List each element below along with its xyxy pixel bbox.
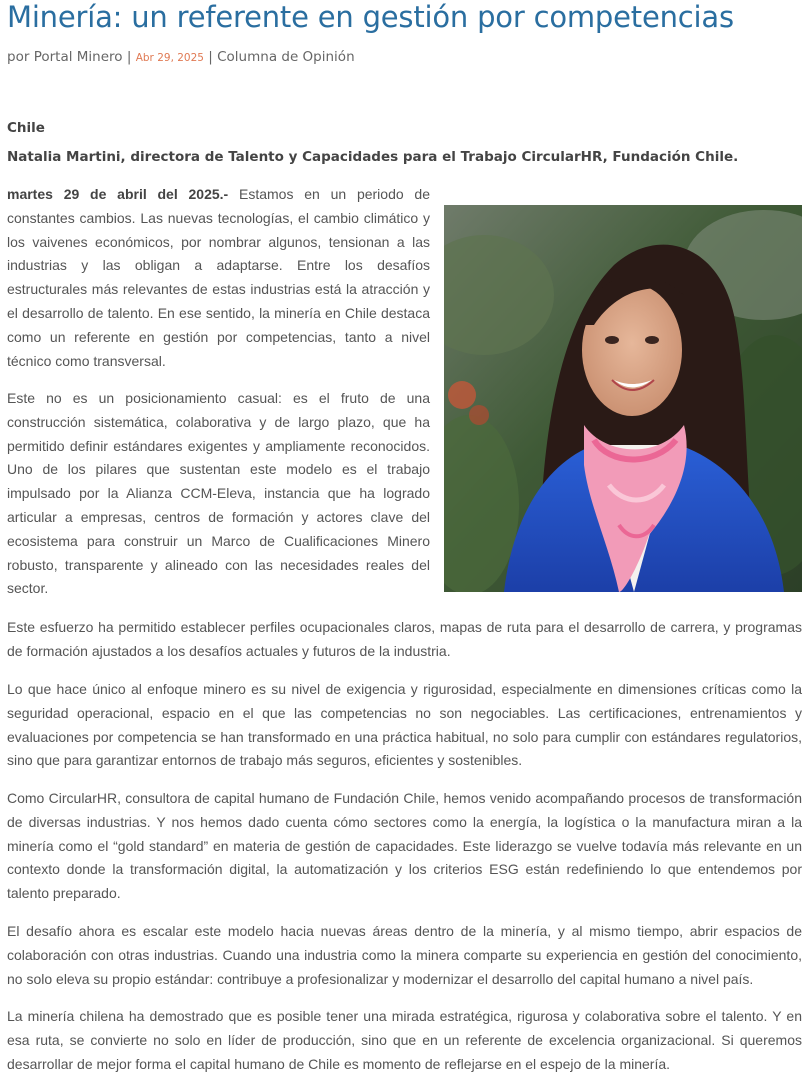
- paragraph-4: Lo que hace único al enfoque minero es su nivel de exigencia y rigurosidad, especialmente en dimensiones críticas como la seguridad operacional, espacio en el que las competencias no son negociables. Las certificaciones, entrenamientos y evaluaciones por competencia se han transformado en una práctica habitual, no solo para cumplir con estándares regulatorios, sino que para garantizar entornos de trabajo más seguros, eficientes y sostenibles.: [7, 681, 802, 769]
- paragraph-3: Este esfuerzo ha permitido establecer perfiles ocupacionales claros, mapas de ruta para el desarrollo de carrera, y programas de formación ajustados a los desafíos actuales y futuros de la industria.: [7, 619, 802, 659]
- author-line: Natalia Martini, directora de Talento y Capacidades para el Trabajo CircularHR, Fundación Chile.: [7, 149, 739, 165]
- meta-separator: |: [126, 49, 132, 65]
- article-title: Minería: un referente en gestión por competencias: [7, 0, 734, 34]
- paragraph-6: El desafío ahora es escalar este modelo hacia nuevas áreas dentro de la minería, y al mismo tiempo, abrir espacios de colaboración con otras industrias. Cuando una industria como la minera comparte su experiencia en gestión del conocimiento, no solo eleva su propio estándar: contribuye a profesionalizar y modernizar el desarrollo del capital humano a nivel país.: [7, 923, 802, 987]
- country-label: Chile: [7, 120, 45, 136]
- category-link[interactable]: Columna de Opinión: [217, 49, 355, 65]
- paragraph-5: Como CircularHR, consultora de capital humano de Fundación Chile, hemos venido acompañando procesos de transformación de diversas industrias. Y nos hemos dado cuenta cómo sectores como la energía, la logística o la manufactura miran a la minería como el “gold standard” en materia de gestión de capacidades. Este liderazgo se vuelve todavía más relevante en un contexto donde la transformación digital, la automatización y los criterios ESG están redefiniendo lo que entendemos por talento preparado.: [7, 790, 802, 902]
- paragraph-1-text: Estamos en un periodo de constantes cambios. Las nuevas tecnologías, el cambio climático y los vaivenes económicos, por nombrar algunos, tensionan a las industrias y las obligan a adaptarse. Entre los desafíos estructurales más relevantes de estas industrias está la atracción y el desarrollo de talento. En ese sentido, la minería en Chile destaca como un referente en gestión por competencias, tanto a nivel técnico como transversal.: [7, 186, 430, 369]
- lead-date: martes 29 de abril del 2025.-: [7, 186, 229, 202]
- paragraph-7: La minería chilena ha demostrado que es posible tener una mirada estratégica, rigurosa y colaborativa sobre el talento. Y en esa ruta, se convierte no solo en líder de producción, sino que en un referente de excelencia organizacional. Si queremos desarrollar de mejor forma el capital humano de Chile es momento de reflejarse en el espejo de la minería.: [7, 1008, 802, 1072]
- paragraph-2: Este no es un posicionamiento casual: es el fruto de una construcción sistemática, colaborativa y de largo plazo, que ha permitido definir estándares exigentes y ampliamente reconocidos. Uno de los pilares que sustentan este modelo es el trabajo impulsado por la Alianza CCM-Eleva, instancia que ha logrado articular a empresas, centros de formación y actores clave del ecosistema para construir un Marco de Cualificaciones Minero robusto, transparente y alineado con las necesidades reales del sector.: [7, 390, 430, 597]
- paragraph-1: [7, 183, 430, 373]
- article-meta: [7, 49, 355, 65]
- byline-prefix: por: [7, 49, 30, 65]
- author-site-link[interactable]: Portal Minero: [33, 49, 123, 65]
- author-portrait-photo: [444, 205, 802, 592]
- meta-separator: |: [208, 49, 213, 65]
- publish-date: Abr 29, 2025: [135, 52, 204, 64]
